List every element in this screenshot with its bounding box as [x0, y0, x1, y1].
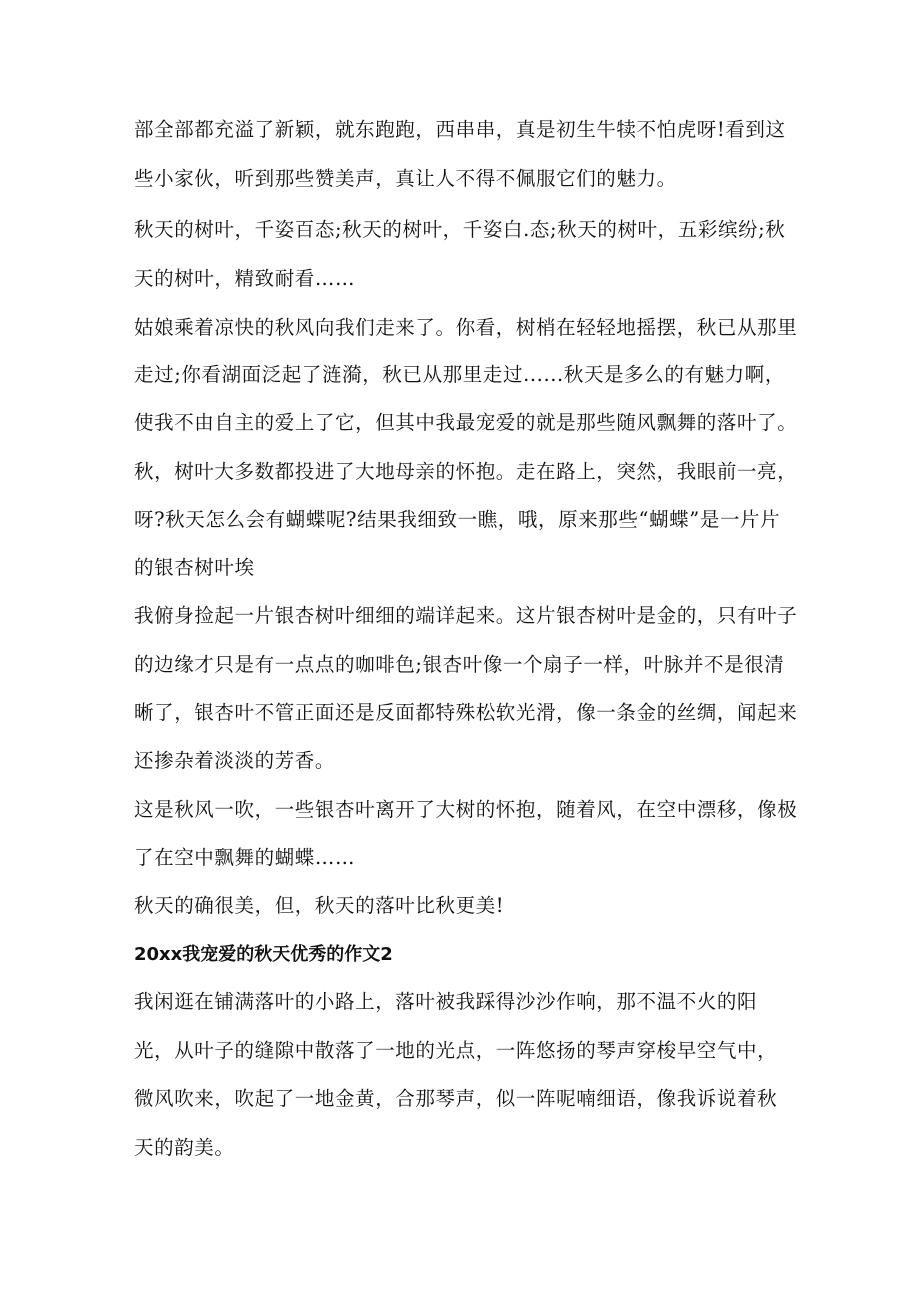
- text-line: 微风吹来，吹起了一地金黄，合那琴声，似一阵呢喃细语，像我诉说着秋: [134, 1087, 778, 1110]
- text-line: 的银杏树叶埃: [134, 556, 255, 579]
- text-line: 秋，树叶大多数都投进了大地母亲的怀抱。走在路上，突然，我眼前一亮，: [134, 460, 798, 483]
- text-line: 天的韵美。: [134, 1136, 235, 1159]
- text-line: 姑娘乘着凉快的秋风向我们走来了。你看，树梢在轻轻地摇摆，秋已从那里: [134, 316, 798, 339]
- text-line: 秋天的确很美，但，秋天的落叶比秋更美!: [134, 894, 505, 917]
- text-line: 了在空中飘舞的蝴蝶……: [134, 846, 356, 869]
- text-line: 这是秋风一吹，一些银杏叶离开了大树的怀抱，随着风，在空中漂移，像极: [134, 798, 798, 821]
- text-line: 秋天的树叶，千姿百态;秋天的树叶，千姿白.态;秋天的树叶，五彩缤纷;秋: [134, 218, 786, 241]
- text-line: 些小家伙，听到那些赞美声，真让人不得不佩服它们的魅力。: [134, 167, 677, 190]
- text-line: 使我不由自主的爱上了它，但其中我最宠爱的就是那些随风飘舞的落叶了。: [134, 411, 798, 434]
- text-line: 天的树叶，精致耐看……: [134, 267, 356, 290]
- text-line: 的边缘才只是有一点点的咖啡色;银杏叶像一个扇子一样，叶脉并不是很清: [134, 653, 785, 676]
- text-line: 还掺杂着淡淡的芳香。: [134, 749, 336, 772]
- text-line: 呀?秋天怎么会有蝴蝶呢?结果我细致一瞧，哦，原来那些“蝴蝶”是一片片: [134, 508, 781, 531]
- text-line: 我闲逛在铺满落叶的小路上，落叶被我踩得沙沙作响，那不温不火的阳: [134, 990, 758, 1013]
- text-line: 晰了，银杏叶不管正面还是反面都特殊松软光滑，像一条金的丝绸，闻起来: [134, 701, 798, 724]
- section-heading: 20xx我宠爱的秋天优秀的作文2: [134, 944, 393, 965]
- text-line: 光，从叶子的缝隙中散落了一地的光点，一阵悠扬的琴声穿梭早空气中，: [134, 1039, 778, 1062]
- text-line: 部全部都充溢了新颖，就东跑跑，西串串，真是初生牛犊不怕虎呀!看到这: [134, 118, 786, 141]
- text-line: 走过;你看湖面泛起了涟漪，秋已从那里走过......秋天是多么的有魅力啊，: [134, 363, 785, 386]
- text-line: 我俯身捡起一片银杏树叶细细的端详起来。这片银杏树叶是金的，只有叶子: [134, 604, 798, 627]
